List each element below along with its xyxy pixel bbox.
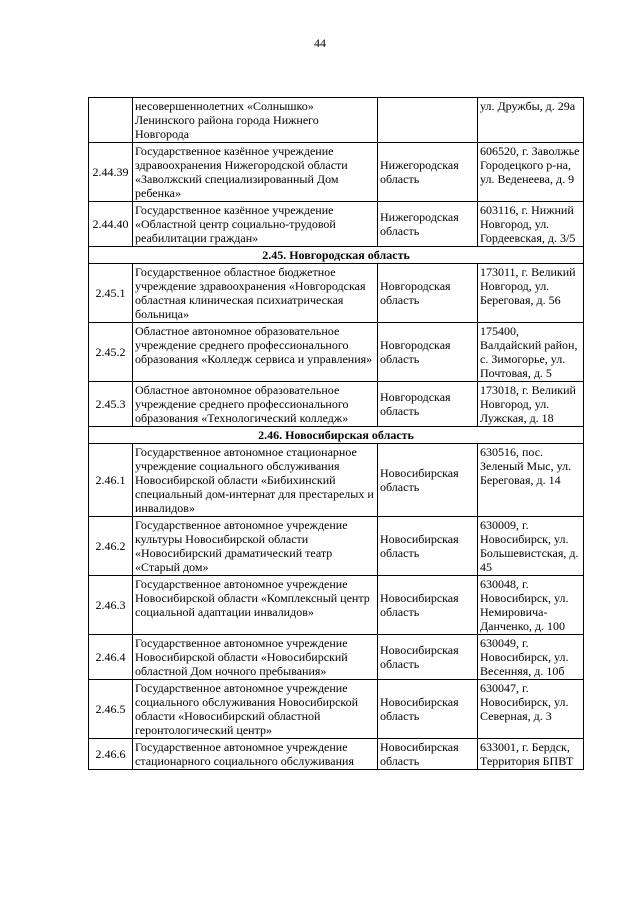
region-name — [378, 98, 478, 143]
address: 175400, Валдайский район, с. Зимогорье, ул. Почтовая, д. 5 — [478, 323, 584, 382]
address: 606520, г. Заволжье Городецкого р-на, ул. Веденеева, д. 9 — [478, 143, 584, 202]
entry-number: 2.46.2 — [89, 517, 133, 576]
address: 630048, г. Новосибирск, ул. Немировича-Данченко, д. 100 — [478, 576, 584, 635]
entry-number: 2.45.3 — [89, 382, 133, 427]
table-row — [89, 382, 584, 427]
institution-name: несовершеннолетних «Солнышко» Ленинского района города Нижнего Новгорода — [133, 98, 378, 143]
region-name: Новосибирская область — [378, 739, 478, 770]
institution-name: Государственное казённое учреждение здравоохранения Нижегородской области «Заволжский специализированный Дом ребенка» — [133, 143, 378, 202]
region-name: Новосибирская область — [378, 635, 478, 680]
entry-number: 2.45.1 — [89, 264, 133, 323]
institution-name: Государственное областное бюджетное учреждение здравоохранения «Новгородская областная клиническая психиатрическая больница» — [133, 264, 378, 323]
entry-number — [89, 98, 133, 143]
institution-name: Государственное автономное учреждение социального обслуживания Новосибирской области «Новосибирский областной геронтологический центр» — [133, 680, 378, 739]
entry-number: 2.44.40 — [89, 202, 133, 247]
entry-number: 2.46.4 — [89, 635, 133, 680]
institution-name: Государственное автономное учреждение культуры Новосибирской области «Новосибирский драматический театр «Старый дом» — [133, 517, 378, 576]
institution-name: Государственное автономное стационарное учреждение социального обслуживания Новосибирской области «Бибихинский специальный дом-интернат для престарелых и инвалидов» — [133, 444, 378, 517]
region-name: Новосибирская область — [378, 576, 478, 635]
section-header-row — [89, 427, 584, 444]
institution-name: Государственное автономное учреждение Новосибирской области «Новосибирский областной Дом ночного пребывания» — [133, 635, 378, 680]
institution-name: Государственное автономное учреждение Новосибирской области «Комплексный центр социальной адаптации инвалидов» — [133, 576, 378, 635]
institutions-table — [88, 97, 584, 770]
table-row — [89, 635, 584, 680]
address: 630009, г. Новосибирск, ул. Большевистская, д. 45 — [478, 517, 584, 576]
address: ул. Дружбы, д. 29а — [478, 98, 584, 143]
address: 633001, г. Бердск, Территория БПВТ — [478, 739, 584, 770]
region-name: Нижегородская область — [378, 143, 478, 202]
table-row — [89, 444, 584, 517]
address: 630049, г. Новосибирск, ул. Весенняя, д. 10б — [478, 635, 584, 680]
section-header-row — [89, 247, 584, 264]
entry-number: 2.46.5 — [89, 680, 133, 739]
region-name: Новосибирская область — [378, 517, 478, 576]
page-number: 44 — [314, 36, 326, 50]
region-name: Новгородская область — [378, 264, 478, 323]
institution-name: Областное автономное образовательное учреждение среднего профессионального образования «Технологический колледж» — [133, 382, 378, 427]
entry-number: 2.46.6 — [89, 739, 133, 770]
address: 603116, г. Нижний Новгород, ул. Гордеевская, д. 3/5 — [478, 202, 584, 247]
region-name: Новосибирская область — [378, 444, 478, 517]
region-name: Новосибирская область — [378, 680, 478, 739]
section-title: 2.46. Новосибирская область — [89, 427, 584, 444]
table-row — [89, 680, 584, 739]
entry-number: 2.45.2 — [89, 323, 133, 382]
entry-number: 2.44.39 — [89, 143, 133, 202]
table-row — [89, 576, 584, 635]
entry-number: 2.46.1 — [89, 444, 133, 517]
table-row — [89, 98, 584, 143]
address: 630047, г. Новосибирск, ул. Северная, д. 3 — [478, 680, 584, 739]
address: 630516, пос. Зеленый Мыс, ул. Береговая, д. 14 — [478, 444, 584, 517]
table-row — [89, 517, 584, 576]
table-row — [89, 323, 584, 382]
region-name: Нижегородская область — [378, 202, 478, 247]
table-row — [89, 739, 584, 770]
address: 173018, г. Великий Новгород, ул. Лужская, д. 18 — [478, 382, 584, 427]
region-name: Новгородская область — [378, 323, 478, 382]
table-row — [89, 143, 584, 202]
region-name: Новгородская область — [378, 382, 478, 427]
institution-name: Государственное автономное учреждение стационарного социального обслуживания — [133, 739, 378, 770]
table-row — [89, 264, 584, 323]
institution-name: Государственное казённое учреждение «Областной центр социально-трудовой реабилитации граждан» — [133, 202, 378, 247]
address: 173011, г. Великий Новгород, ул. Береговая, д. 56 — [478, 264, 584, 323]
section-title: 2.45. Новгородская область — [89, 247, 584, 264]
table-row — [89, 202, 584, 247]
institution-name: Областное автономное образовательное учреждение среднего профессионального образования «Колледж сервиса и управления» — [133, 323, 378, 382]
entry-number: 2.46.3 — [89, 576, 133, 635]
